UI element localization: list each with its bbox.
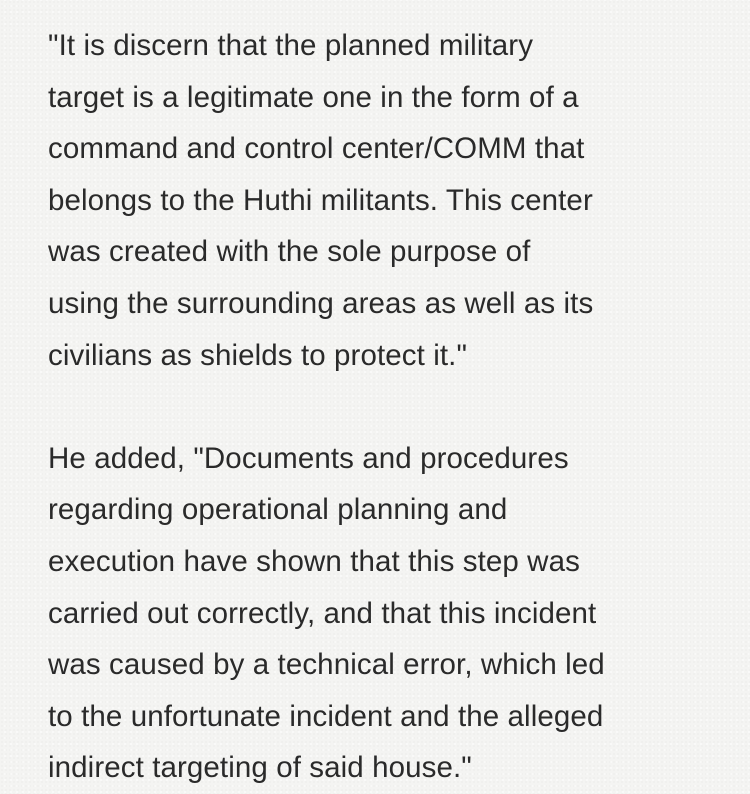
text-line: belongs to the Huthi militants. This center — [48, 183, 593, 217]
text-line: was created with the sole purpose of — [48, 235, 531, 269]
text-line: "It is discern that the planned military — [48, 29, 534, 62]
text-line: execution have shown that this step was — [48, 544, 580, 578]
text-line: command and control center/COMM that — [48, 132, 585, 166]
note-body — [48, 20, 728, 794]
text-line: target is a legitimate one in the form of a — [48, 80, 579, 114]
paragraph-2 — [48, 433, 728, 794]
text-line: regarding operational planning and — [48, 493, 508, 527]
paragraph-1 — [48, 20, 728, 381]
text-line: to the unfortunate incident and the alleged — [48, 699, 604, 733]
text-line: He added, "Documents and procedures — [48, 441, 569, 475]
text-line: civilians as shields to protect it." — [48, 338, 468, 372]
text-line: carried out correctly, and that this incident — [48, 596, 597, 630]
paragraph-spacer — [48, 381, 728, 433]
text-line: indirect targeting of said house." — [48, 751, 472, 785]
text-line: was caused by a technical error, which led — [48, 648, 605, 682]
text-line: using the surrounding areas as well as its — [48, 286, 594, 320]
